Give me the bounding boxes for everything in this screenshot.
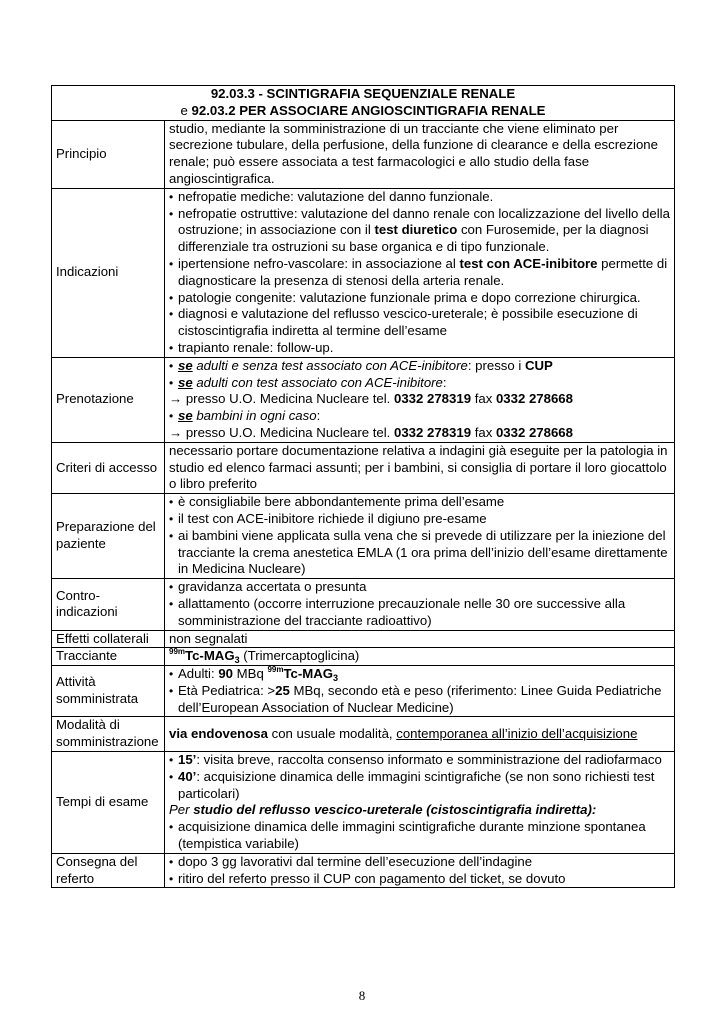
label-attivita: Attività somministrata <box>52 666 165 717</box>
row-principio <box>52 120 675 188</box>
list-item: • è consigliabile bere abbondantemente prima dell’esame <box>169 494 670 511</box>
effetti-text: non segnalati <box>165 630 675 648</box>
list-item: • se adulti con test associato con ACE-inibitore: <box>169 375 670 392</box>
row-criteri <box>52 442 675 493</box>
list-item: • gravidanza accertata o presunta <box>169 579 670 596</box>
row-modalita <box>52 717 675 752</box>
label-indicazioni: Indicazioni <box>52 188 165 357</box>
title-row <box>52 86 675 121</box>
contact-line: → presso U.O. Medicina Nucleare tel. 0332 278319 fax 0332 278668 <box>169 391 573 407</box>
attivita-list <box>165 666 675 717</box>
label-prenotazione: Prenotazione <box>52 357 165 442</box>
row-tempi <box>52 752 675 854</box>
prenotazione-list <box>165 357 675 442</box>
label-consegna: Consegna del referto <box>52 853 165 888</box>
list-item: • dopo 3 gg lavorativi dal termine dell’esecuzione dell’indagine <box>169 854 670 871</box>
label-preparazione: Preparazione del paziente <box>52 494 165 579</box>
row-effetti <box>52 630 675 648</box>
modalita-text: via endovenosa con usuale modalità, contemporanea all’inizio dell’acquisizione <box>165 717 675 752</box>
tempi-list <box>165 752 675 854</box>
row-prenotazione <box>52 357 675 442</box>
list-item: • allattamento (occorre interruzione precauzionale nelle 30 ore successive alla somministrazione del tracciante radioattivo) <box>169 596 670 630</box>
row-consegna <box>52 853 675 888</box>
list-item: • ritiro del referto presso il CUP con pagamento del ticket, se dovuto <box>169 871 670 888</box>
label-tracciante: Tracciante <box>52 648 165 666</box>
row-indicazioni <box>52 188 675 357</box>
contact-line: → presso U.O. Medicina Nucleare tel. 0332 278319 fax 0332 278668 <box>169 424 573 440</box>
list-item: • nefropatie ostruttive: valutazione del danno renale con localizzazione del livello della ostruzione; in associazione con il test diuretico con Furosemide, per la diagnosi differenziale tra ostruzioni su base organica e di tipo funzionale. <box>169 206 670 256</box>
preparazione-list <box>165 494 675 579</box>
list-item: • ipertensione nefro-vascolare: in associazione al test con ACE-inibitore permette di diagnosticare la presenza di stenosi della arteria renale. <box>169 256 670 290</box>
list-item: • patologie congenite: valutazione funzionale prima e dopo correzione chirurgica. <box>169 290 670 307</box>
row-attivita <box>52 666 675 717</box>
list-item: • trapianto renale: follow-up. <box>169 340 670 357</box>
label-modalita: Modalità di somministrazione <box>52 717 165 752</box>
label-principio: Principio <box>52 120 165 188</box>
row-controindicazioni <box>52 579 675 630</box>
row-tracciante <box>52 648 675 666</box>
consegna-list <box>165 853 675 888</box>
list-item: • se adulti e senza test associato con ACE-inibitore: presso i CUP <box>169 358 670 375</box>
tracciante-text: $^{99m}Tc-MAG_3$ (Trimercaptoglicina) <box>165 648 675 666</box>
list-item: • 40’: acquisizione dinamica delle immagini scintigrafiche (se non sono richiesti test particolari) <box>169 769 670 803</box>
title-line-1: 92.03.3 - SCINTIGRAFIA SEQUENZIALE RENALE <box>210 86 516 101</box>
list-item: • il test con ACE-inibitore richiede il digiuno pre-esame <box>169 511 670 528</box>
arrow-right-icon: → <box>169 391 183 407</box>
label-criteri: Criteri di accesso <box>52 442 165 493</box>
list-item: • nefropatie mediche: valutazione del danno funzionale. <box>169 189 670 206</box>
list-item: • Adulti: 90 MBq $^{99m}Tc-MAG_3$ <box>169 666 670 683</box>
reflux-study-heading: Per studio del reflusso vescico-ureterale (cistoscintigrafia indiretta): <box>169 802 597 818</box>
list-item: • acquisizione dinamica delle immagini scintigrafiche durante minzione spontanea (tempistica variabile) <box>169 819 670 853</box>
criteri-text: necessario portare documentazione relativa a indagini già eseguite per la patologia in studio ed elenco farmaci assunti; per i bambini, si consiglia di portare il loro giocattolo o libro preferito <box>165 442 675 493</box>
exam-info-table <box>51 85 675 888</box>
principio-text: studio, mediante la somministrazione di un tracciante che viene eliminato per secrezione tubulare, della perfusione, della funzione di clearance e della escrezione renale; può essere associata a test farmacologici e allo studio della fase angioscintigrafica. <box>165 120 675 188</box>
document-title <box>52 86 675 121</box>
list-item: • 15’: visita breve, raccolta consenso informato e somministrazione del radiofarmaco <box>169 752 670 769</box>
list-item: • ai bambini viene applicata sulla vena che si prevede di utilizzare per la iniezione del tracciante la crema anestetica EMLA (1 ora prima dell’inizio dell’esame direttamente in Medicina Nucleare) <box>169 528 670 578</box>
list-item: • se bambini in ogni caso: <box>169 408 670 425</box>
list-item: • Età Pediatrica: >25 MBq, secondo età e peso (riferimento: Linee Guida Pediatriche dell’European Association of Nuclear Medicine) <box>169 683 670 717</box>
label-effetti: Effetti collaterali <box>52 630 165 648</box>
row-preparazione <box>52 494 675 579</box>
page-number: 8 <box>358 988 366 1003</box>
list-item: • diagnosi e valutazione del reflusso vescico-ureterale; è possibile esecuzione di cistoscintigrafia indiretta al termine dell’esame <box>169 306 670 340</box>
arrow-right-icon: → <box>169 424 183 440</box>
label-controindicazioni: Contro-indicazioni <box>52 579 165 630</box>
controindicazioni-list <box>165 579 675 630</box>
indicazioni-list <box>165 188 675 357</box>
title-line-2: e 92.03.2 PER ASSOCIARE ANGIOSCINTIGRAFIA RENALE <box>180 102 546 118</box>
label-tempi: Tempi di esame <box>52 752 165 854</box>
